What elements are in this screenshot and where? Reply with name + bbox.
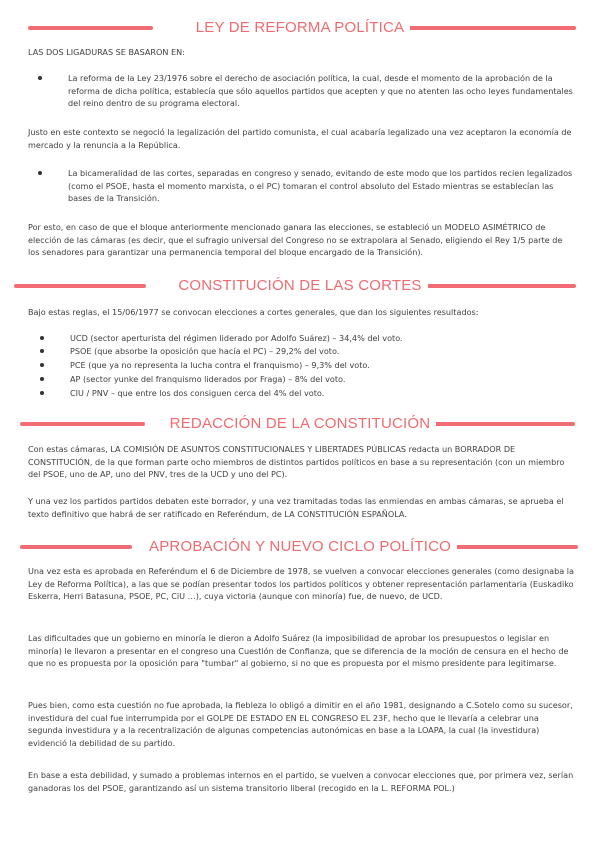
redaccion-paragraph-2: Y una vez los partidos partidos debaten este borrador, y una vez tramitadas todas las enmiendas en ambas cámaras, se aprueba el texto definitivo que habrá de ser ratificado en Referéndum, de LA CONSTITUCIÓN ESPAÑOLA. — [28, 496, 564, 519]
result-item: PSOE (que absorbe la oposición que hacía el PC) – 29,2% del voto. — [70, 346, 340, 356]
section-title: APROBACIÓN Y NUEVO CICLO POLÍTICO — [143, 538, 457, 555]
bullet-icon — [38, 76, 42, 80]
section-title: LEY DE REFORMA POLÍTICA — [190, 19, 411, 36]
aprobacion-paragraph-4: En base a esta debilidad, y sumado a problemas internos en el partido, se vuelven a convocar elecciones que, por primera vez, serían ganadoras los del PSOE, garantizando así un sistema transitorio liberal (recogido en la L. REFORMA POL.) — [28, 770, 574, 793]
result-item: PCE (que ya no representa la lucha contra el franquismo) – 9,3% del voto. — [70, 360, 370, 370]
section-header-ley-reforma — [0, 16, 600, 40]
list-item — [28, 373, 528, 385]
ley-bullet-1: La reforma de la Ley 23/1976 sobre el derecho de asociación política, la cual, desde el momento de la aprobación de la reforma de dicha política, establecía que sólo aquellos partidos que acepten y que no atenten las ocho leyes fundamentales del reino dentro de su programa electoral. — [68, 73, 573, 109]
result-item: UCD (sector aperturista del régimen liderado por Adolfo Suárez) – 34,4% del voto. — [70, 333, 403, 343]
constitucion-intro: Bajo estas reglas, el 15/06/1977 se convocan elecciones a cortes generales, que dan los siguientes resultados: — [28, 307, 479, 317]
bullet-icon — [40, 363, 44, 367]
list-item — [28, 387, 528, 399]
ley-intro: LAS DOS LIGADURAS SE BASARON EN: — [28, 47, 185, 57]
list-item — [28, 345, 528, 357]
section-header-aprobacion — [0, 535, 600, 559]
result-item: AP (sector yunke del franquismo liderados por Fraga) – 8% del voto. — [70, 374, 346, 384]
section-header-constitucion-cortes — [0, 274, 600, 298]
bullet-icon — [40, 349, 44, 353]
bullet-icon — [40, 336, 44, 340]
bullet-icon — [38, 171, 42, 175]
ley-bullet-2: La bicameralidad de las cortes, separadas en congreso y senado, evitando de este modo que los partidos recien legalizados (como el PSOE, hasta el momento marxista, o el PC) tomaran el control absoluto del Estado mientras se establecían las bases de la Transición. — [68, 168, 573, 204]
redaccion-paragraph-1: Con estas cámaras, LA COMISIÓN DE ASUNTOS CONSTITUCIONALES Y LIBERTADES PÚBLICAS redacta un BORRADOR DE CONSTITUCIÓN, de la que forman parte ocho miembros de distintos partidos políticos en base a su representación (con un miembro del PSOE, uno de AP, uno del PNV, tres de la UCD y uno del PC). — [28, 444, 565, 480]
section-header-redaccion — [0, 412, 600, 436]
bullet-icon — [40, 377, 44, 381]
list-item — [28, 167, 574, 207]
list-item — [28, 72, 574, 112]
aprobacion-paragraph-3: Pues bien, como esta cuestión no fue aprobada, la fiebleza lo obligó a dimitir en el año 1981, designando a C.Sotelo como su sucesor, investidura del cual fue interrumpida por el GOLPE DE ESTADO EN EL CONGRESO EL 23F, hecho que le llevaría a celebrar una segunda investidura y a la recentralización de algunas competencias autonómicas en base a la LOAPA, la cual (la investidura) evidenció la debilidad de su partido. — [28, 700, 573, 748]
list-item — [28, 359, 528, 371]
result-item: CIU / PNV – que entre los dos consiguen cerca del 4% del voto. — [70, 388, 325, 398]
section-title: CONSTITUCIÓN DE LAS CORTES — [172, 277, 427, 294]
aprobacion-paragraph-2: Las dificultades que un gobierno en minoría le dieron a Adolfo Suárez (la imposibilidad de aprobar los presupuestos o legislar en minoría) le llevaron a presentar en el congreso una Cuestión de Confianza, que se diferencia de la moción de censura en el hecho de que no es propuesta por la oposición para "tumbar" al gobierno, si no que es propuesta por el mismo presidente para legitimarse. — [28, 633, 569, 669]
ley-paragraph-2: Por esto, en caso de que el bloque anteriormente mencionado ganara las elecciones, se estableció un MODELO ASIMÉTRICO de elección de las cámaras (es decir, que el sufragio universal del Congreso no se extrapolara al Senado, eligiendo el Rey 1/5 parte de los senadores para garantizar una permanencia temporal del bloque encargado de la Transición). — [28, 222, 563, 258]
list-item — [28, 332, 528, 344]
bullet-icon — [40, 391, 44, 395]
section-title: REDACCIÓN DE LA CONSTITUCIÓN — [164, 415, 437, 432]
aprobacion-paragraph-1: Una vez esta es aprobada en Referéndum el 6 de Diciembre de 1978, se vuelven a convocar elecciones generales (como designaba la Ley de Reforma Política), a las que se podían presentar todos los partidos políticos y obtener representación parlamentaria (Euskadiko Eskerra, Herri Batasuna, PSOE, PC, CiU …), cuya victoria (aunque con minoría) fue, de nuevo, de UCD. — [28, 566, 574, 602]
ley-paragraph-1: Justo en este contexto se negoció la legalización del partido comunista, el cual acabaría legalizado una vez aceptaron la economía de mercado y la renuncia a la República. — [28, 127, 572, 150]
